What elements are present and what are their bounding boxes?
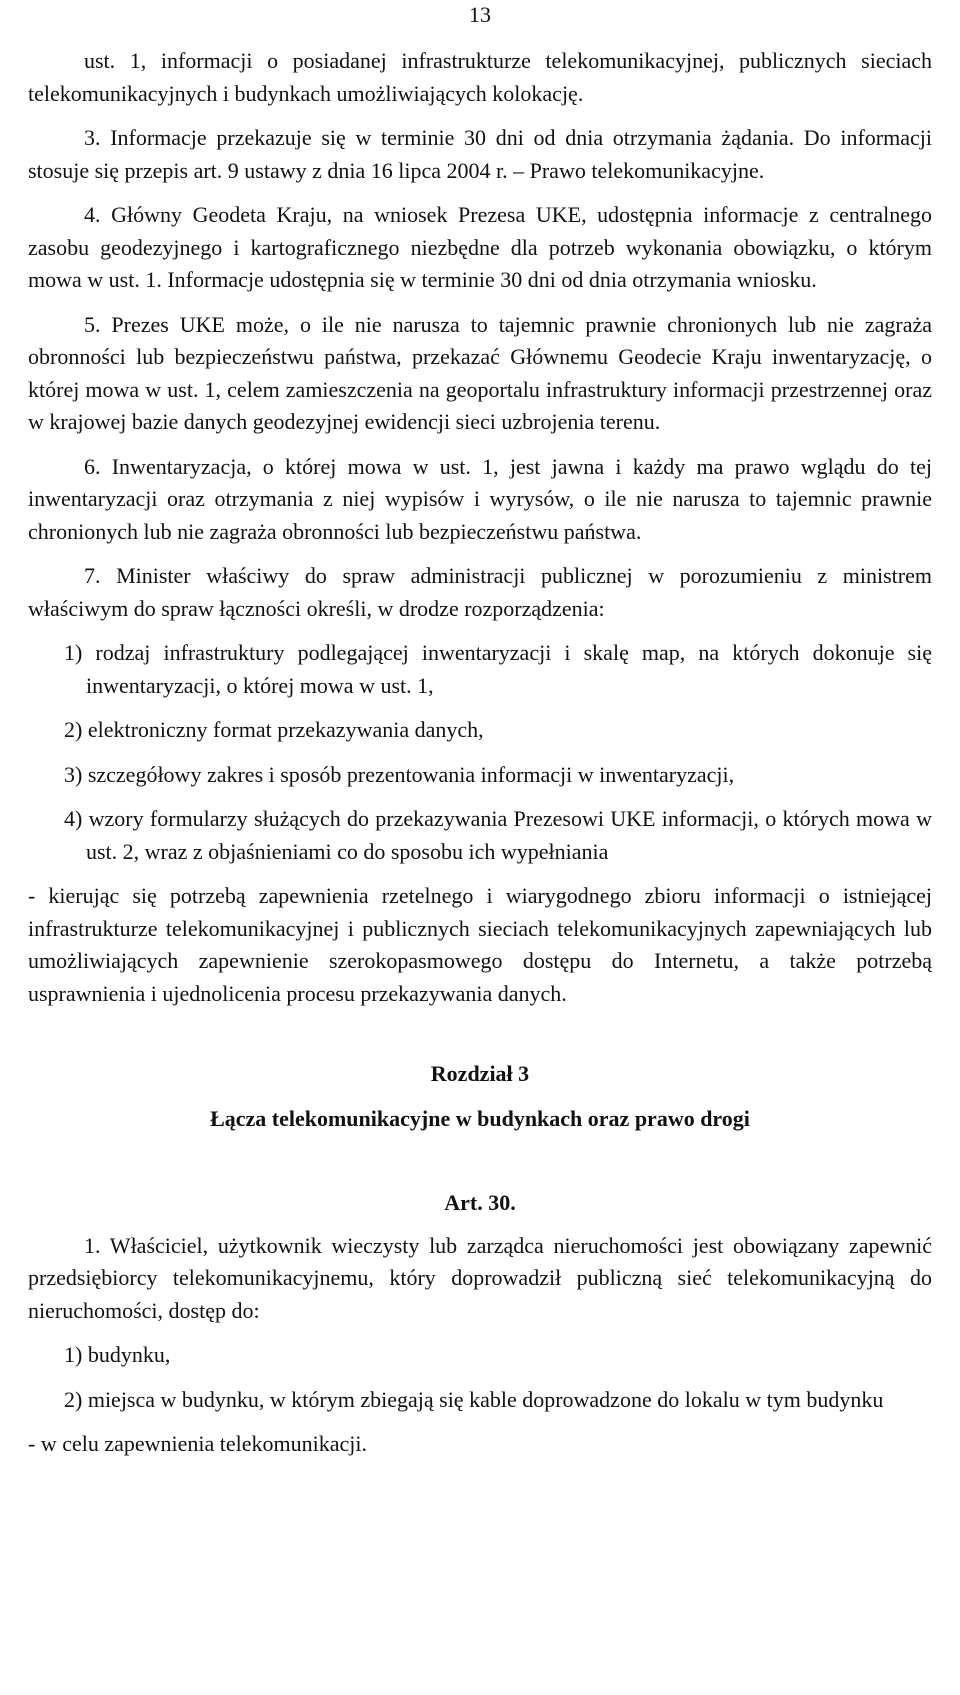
list-item: 1) budynku, bbox=[64, 1342, 171, 1367]
paragraph-4: 4. Główny Geodeta Kraju, na wniosek Prezesa UKE, udostępnia informacje z centralnego zasobu geodezyjnego i kartograficznego niezbędne dla potrzeb wykonania obowiązku, o którym mowa w ust. 1. Informacje udostępnia się w terminie 30 dni od dnia otrzymania wniosku. bbox=[28, 202, 932, 292]
chapter-title: Łącza telekomunikacyjne w budynkach oraz prawo drogi bbox=[210, 1105, 750, 1131]
article-label: Art. 30. bbox=[444, 1190, 516, 1215]
list-item: 3) szczegółowy zakres i sposób prezentowania informacji w inwentaryzacji, bbox=[64, 761, 735, 787]
paragraph-7: 7. Minister właściwy do spraw administracji publicznej w porozumieniu z ministrem właściwym do spraw łączności określi, w drodze rozporządzenia: bbox=[28, 563, 932, 621]
paragraph-7-tail: - kierując się potrzebą zapewnienia rzetelnego i wiarygodnego zbioru informacji o istniejącej infrastrukturze telekomunikacyjnej i publicznych sieciach telekomunikacyjnych zapewniających lub umożliwiających zapewnienie szerokopasmowego dostępu do Internetu, a także potrzebą usprawnienia i ujednolicenia procesu przekazywania danych. bbox=[28, 883, 932, 1006]
paragraph-6: 6. Inwentaryzacja, o której mowa w ust. 1, jest jawna i każdy ma prawo wglądu do tej inwentaryzacji oraz otrzymania z niej wypisów i wyrysów, o ile nie narusza to tajemnic prawnie chronionych lub nie zagraża obronności lub bezpieczeństwu państwa. bbox=[28, 453, 932, 544]
chapter-label: Rozdział 3 bbox=[430, 1061, 530, 1086]
paragraph-5: 5. Prezes UKE może, o ile nie narusza to tajemnic prawnie chronionych lub nie zagraża obronności lub bezpieczeństwu państwa, przekazać Głównemu Geodecie Kraju inwentaryzację, o której mowa w ust. 1, celem zamieszczenia na geoportalu infrastruktury informacji przestrzennej oraz w krajowej bazie danych geodezyjnej ewidencji sieci uzbrojenia terenu. bbox=[28, 311, 932, 434]
page-number: 13 bbox=[469, 2, 491, 27]
document-body bbox=[28, 45, 932, 1461]
article-paragraph-1-tail: - w celu zapewnienia telekomunikacji. bbox=[28, 1431, 368, 1456]
list-item: 1) rodzaj infrastruktury podlegającej inwentaryzacji i skalę map, na których dokonuje się inwentaryzacji, o której mowa w ust. 1, bbox=[64, 640, 932, 698]
list-item: 4) wzory formularzy służących do przekazywania Prezesowi UKE informacji, o których mowa w ust. 2, wraz z objaśnieniami co do sposobu ich wypełniania bbox=[64, 806, 932, 864]
list-item: 2) miejsca w budynku, w którym zbiegają się kable doprowadzone do lokalu w tym budynku bbox=[64, 1386, 884, 1412]
article-paragraph-1: 1. Właściciel, użytkownik wieczysty lub zarządca nieruchomości jest obowiązany zapewnić przedsiębiorcy telekomunikacyjnemu, który doprowadził publiczną sieć telekomunikacyjną do nieruchomości, dostęp do: bbox=[28, 1232, 932, 1323]
paragraph-3: 3. Informacje przekazuje się w terminie 30 dni od dnia otrzymania żądania. Do informacji stosuje się przepis art. 9 ustawy z dnia 16 lipca 2004 r. – Prawo telekomunikacyjne. bbox=[28, 125, 932, 183]
list-item: 2) elektroniczny format przekazywania danych, bbox=[64, 717, 484, 742]
paragraph-continuation: ust. 1, informacji o posiadanej infrastrukturze telekomunikacyjnej, publicznych sieciach telekomunikacyjnych i budynkach umożliwiających kolokację. bbox=[28, 48, 932, 106]
